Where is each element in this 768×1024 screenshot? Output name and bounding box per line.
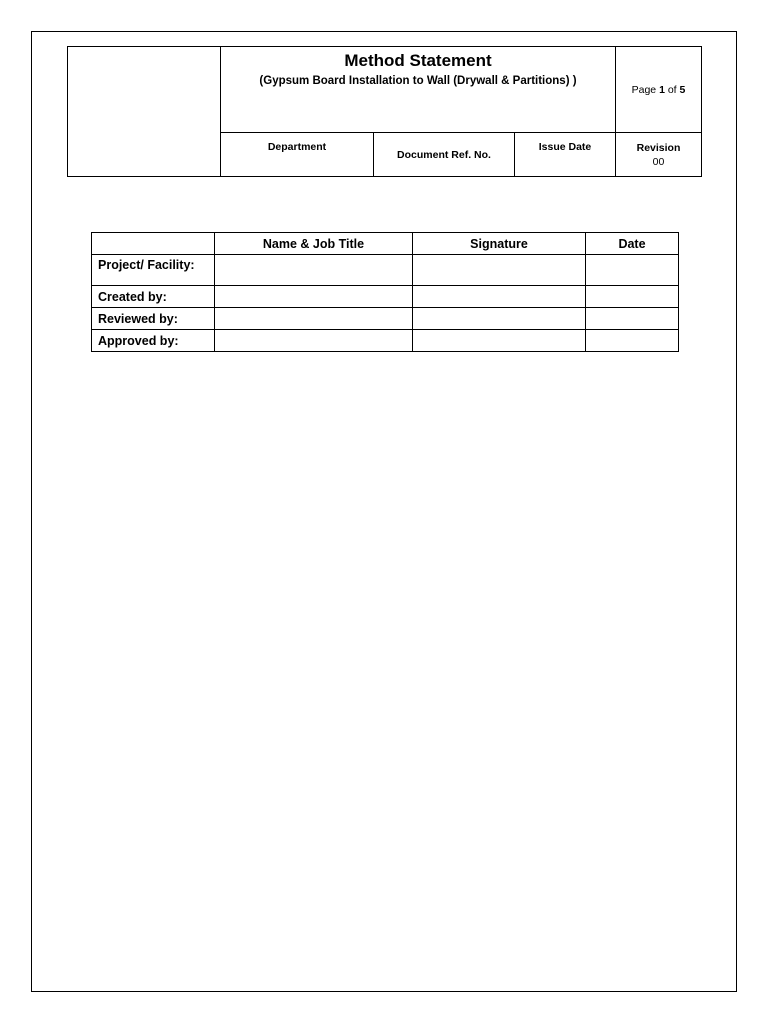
revision-value: 00 (652, 155, 665, 168)
signature-field[interactable] (413, 308, 586, 330)
approval-header-row (92, 233, 679, 255)
name-field[interactable] (215, 330, 413, 352)
name-field[interactable] (215, 286, 413, 308)
issue-date-label: Issue Date (538, 141, 592, 153)
department-cell (221, 133, 374, 177)
date-field[interactable] (586, 255, 679, 286)
page-label: Page (631, 83, 657, 96)
page-number-cell (616, 47, 702, 133)
date-field[interactable] (586, 286, 679, 308)
page-total: 5 (679, 83, 686, 96)
document-header-table (67, 46, 702, 177)
title-cell (221, 47, 616, 133)
row-label-reviewed: Reviewed by: (92, 308, 215, 330)
column-header-name: Name & Job Title (215, 233, 413, 255)
date-field[interactable] (586, 308, 679, 330)
table-row (92, 330, 679, 352)
document-title: Method Statement (344, 51, 492, 70)
page-current: 1 (659, 83, 665, 96)
signature-field[interactable] (413, 255, 586, 286)
page-of: of (667, 83, 677, 96)
issue-date-cell (515, 133, 616, 177)
signature-field[interactable] (413, 286, 586, 308)
logo-cell (68, 47, 221, 177)
department-label: Department (267, 141, 327, 153)
revision-cell (616, 133, 702, 177)
column-header-date: Date (586, 233, 679, 255)
table-row (92, 255, 679, 286)
approval-table (91, 232, 679, 352)
table-row (92, 286, 679, 308)
name-field[interactable] (215, 308, 413, 330)
column-header-signature: Signature (413, 233, 586, 255)
row-label-created: Created by: (92, 286, 215, 308)
name-field[interactable] (215, 255, 413, 286)
row-label-approved: Approved by: (92, 330, 215, 352)
row-label-project: Project/ Facility: (92, 255, 215, 286)
signature-field[interactable] (413, 330, 586, 352)
column-header-blank (92, 233, 215, 255)
doc-ref-cell (374, 133, 515, 177)
doc-ref-label: Document Ref. No. (397, 148, 491, 161)
date-field[interactable] (586, 330, 679, 352)
document-subtitle: (Gypsum Board Installation to Wall (Drywall & Partitions) ) (259, 75, 577, 87)
revision-label: Revision (636, 141, 681, 154)
table-row (92, 308, 679, 330)
